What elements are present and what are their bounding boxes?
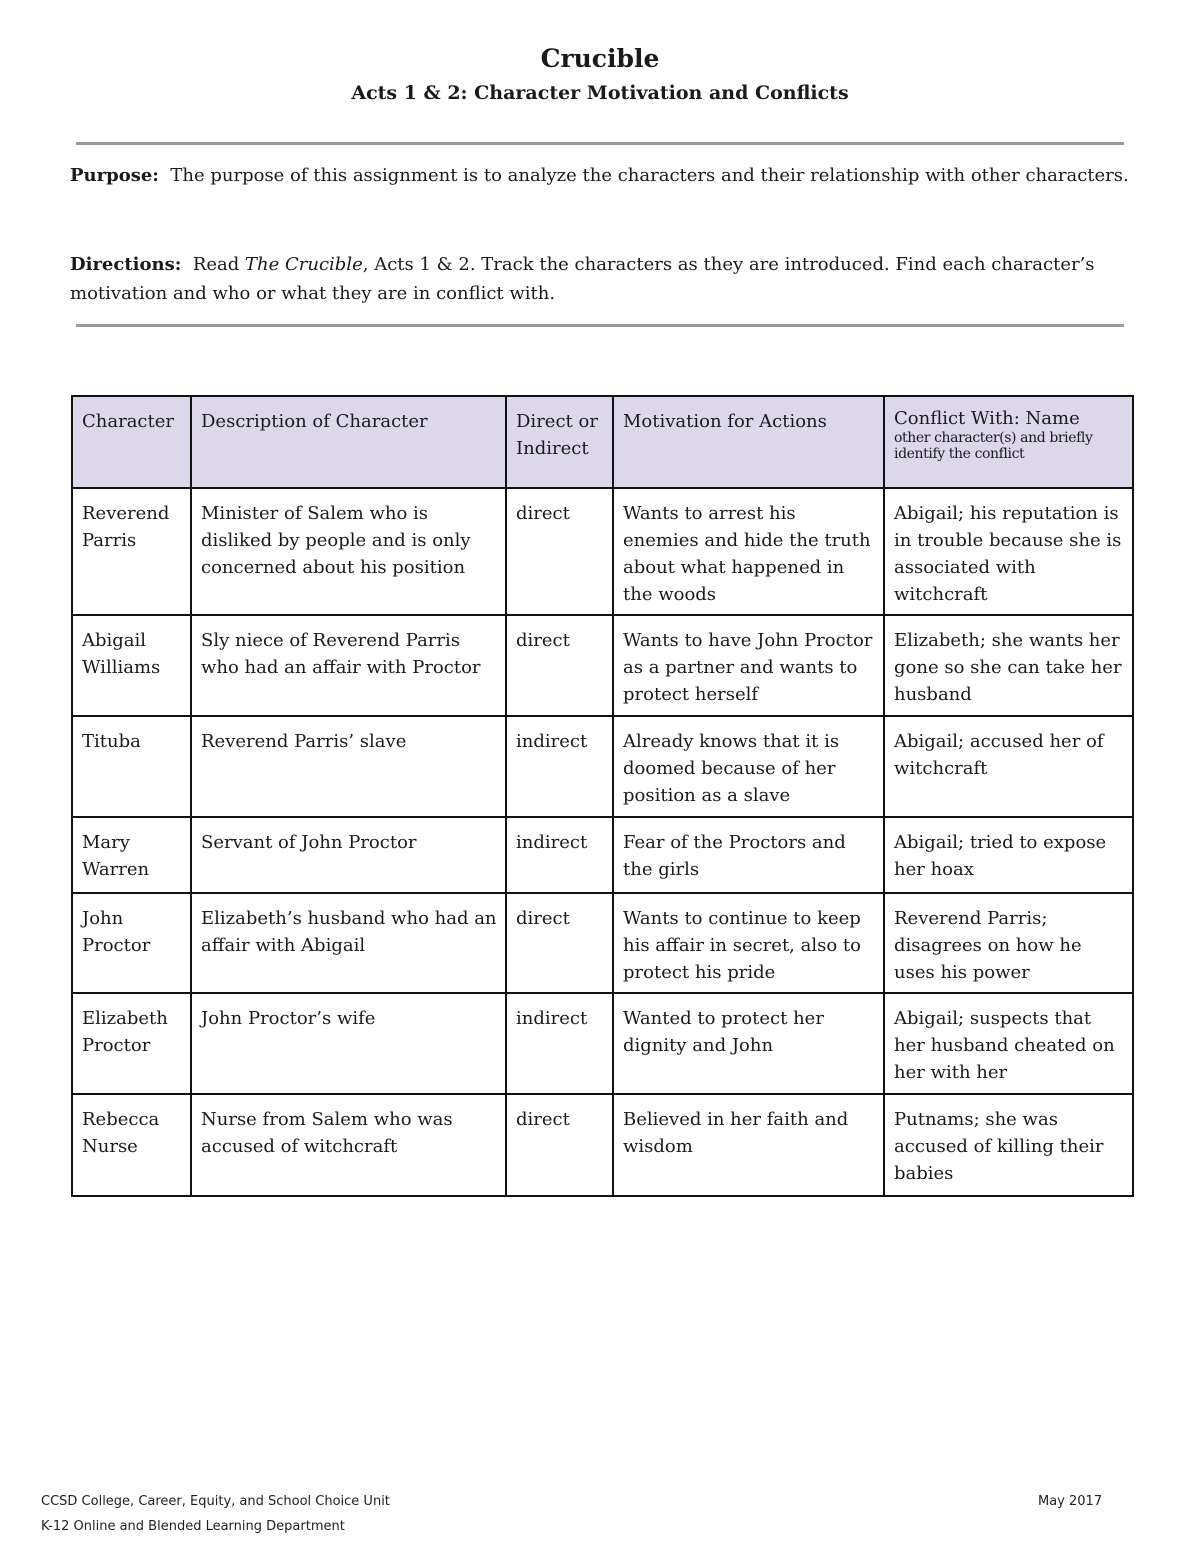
- page-title: Crucible: [540, 44, 660, 73]
- cell-character: Rebecca Nurse: [72, 1094, 191, 1196]
- cell-motivation: Wanted to protect her dignity and John: [613, 993, 884, 1094]
- footer-date: May 2017: [1038, 1494, 1103, 1509]
- cell-conflict: Abigail; accused her of witchcraft: [884, 716, 1133, 817]
- cell-direct: direct: [506, 1094, 613, 1196]
- character-table: [71, 395, 1134, 1197]
- bottom-divider: [76, 324, 1124, 327]
- directions-label: Directions:: [70, 254, 182, 275]
- cell-character: Mary Warren: [72, 817, 191, 893]
- cell-character: John Proctor: [72, 893, 191, 993]
- table-row: [72, 993, 1133, 1094]
- cell-motivation: Wants to continue to keep his affair in secret, also to protect his pride: [613, 893, 884, 993]
- cell-motivation: Fear of the Proctors and the girls: [613, 817, 884, 893]
- header-character: Character: [72, 396, 191, 488]
- cell-conflict: Elizabeth; she wants her gone so she can take her husband: [884, 615, 1133, 716]
- cell-motivation: Wants to have John Proctor as a partner and wants to protect herself: [613, 615, 884, 716]
- table-header-row: [72, 396, 1133, 488]
- cell-conflict: Reverend Parris; disagrees on how he uses his power: [884, 893, 1133, 993]
- directions-text-before: Read: [192, 254, 240, 275]
- cell-direct: direct: [506, 893, 613, 993]
- cell-motivation: Believed in her faith and wisdom: [613, 1094, 884, 1196]
- footer-department: K-12 Online and Blended Learning Department: [41, 1519, 345, 1534]
- header-conflict: [884, 396, 1133, 488]
- cell-conflict: Abigail; suspects that her husband cheated on her with her: [884, 993, 1133, 1094]
- cell-character: Elizabeth Proctor: [72, 993, 191, 1094]
- cell-description: Reverend Parris’ slave: [191, 716, 506, 817]
- table-row: [72, 615, 1133, 716]
- table-row: [72, 1094, 1133, 1196]
- header-motivation: Motivation for Actions: [613, 396, 884, 488]
- table-row: [72, 488, 1133, 615]
- cell-conflict: Abigail; tried to expose her hoax: [884, 817, 1133, 893]
- top-divider: [76, 142, 1124, 145]
- book-title: The Crucible: [245, 254, 363, 275]
- cell-character: Reverend Parris: [72, 488, 191, 615]
- cell-description: Servant of John Proctor: [191, 817, 506, 893]
- header-conflict-sub: other character(s) and briefly identify the conflict: [894, 430, 1093, 462]
- header-conflict-main: Conflict With: Name: [894, 408, 1080, 429]
- table-row: [72, 893, 1133, 993]
- cell-direct: indirect: [506, 817, 613, 893]
- cell-character: Abigail Williams: [72, 615, 191, 716]
- purpose-paragraph: [70, 161, 1132, 190]
- cell-description: Minister of Salem who is disliked by people and is only concerned about his position: [191, 488, 506, 615]
- purpose-text: The purpose of this assignment is to analyze the characters and their relationship with other characters.: [170, 165, 1129, 186]
- cell-description: Elizabeth’s husband who had an affair with Abigail: [191, 893, 506, 993]
- footer-unit: CCSD College, Career, Equity, and School Choice Unit: [41, 1494, 390, 1509]
- page-subtitle: Acts 1 & 2: Character Motivation and Conflicts: [351, 82, 849, 104]
- cell-motivation: Wants to arrest his enemies and hide the truth about what happened in the woods: [613, 488, 884, 615]
- table-row: [72, 716, 1133, 817]
- cell-direct: direct: [506, 615, 613, 716]
- table-row: [72, 817, 1133, 893]
- cell-description: John Proctor’s wife: [191, 993, 506, 1094]
- cell-motivation: Already knows that it is doomed because of her position as a slave: [613, 716, 884, 817]
- header-direct-indirect: Direct or Indirect: [506, 396, 613, 488]
- cell-direct: indirect: [506, 716, 613, 817]
- cell-description: Nurse from Salem who was accused of witchcraft: [191, 1094, 506, 1196]
- cell-conflict: Putnams; she was accused of killing their babies: [884, 1094, 1133, 1196]
- directions-paragraph: [70, 250, 1132, 308]
- cell-character: Tituba: [72, 716, 191, 817]
- cell-direct: direct: [506, 488, 613, 615]
- cell-conflict: Abigail; his reputation is in trouble because she is associated with witchcraft: [884, 488, 1133, 615]
- directions-text-after: , Acts 1 & 2. Track the characters as they are introduced. Find each character’s motivation and who or what they are in conflict with.: [70, 254, 1095, 304]
- cell-direct: indirect: [506, 993, 613, 1094]
- cell-description: Sly niece of Reverend Parris who had an affair with Proctor: [191, 615, 506, 716]
- header-description: Description of Character: [191, 396, 506, 488]
- purpose-label: Purpose:: [70, 165, 159, 186]
